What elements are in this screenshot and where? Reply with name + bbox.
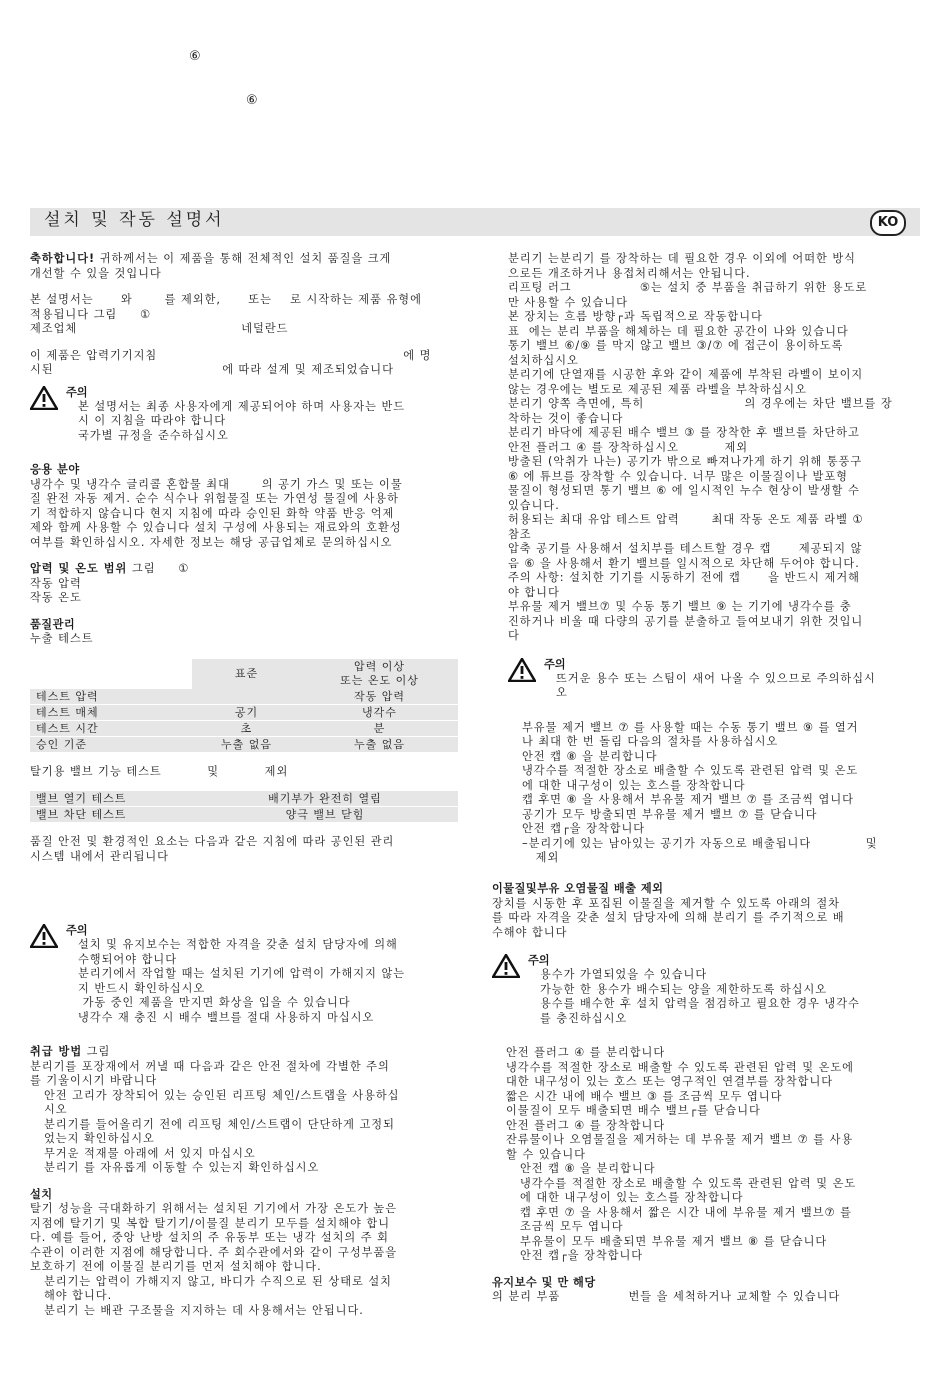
warning-icon <box>30 386 58 410</box>
warning-body: 설치 및 유지보수는 적합한 자격을 갖춘 설치 담당자에 의해 수행되어야 합니다 분리기에서 작업할 때는 설치된 기기에 압력이 가해지지 않는 지 반드시 확인하십시오 가동 중인 제품을 만지면 화상을 입을 수 있습니다 냉각수 재 충진 시 배수 밸브를 절대 사용하지 마십시오 <box>78 938 406 1024</box>
handling-figure-ref: 그림 <box>82 1045 111 1058</box>
drain-section <box>492 882 920 1305</box>
table-cell-label: 테스트 매체 <box>30 704 192 720</box>
left-column <box>30 252 458 1318</box>
table-cell-value: 양극 밸브 닫힘 <box>192 807 458 823</box>
leak-test-table <box>30 659 458 753</box>
warning-box-2 <box>30 924 458 1025</box>
warning-box-1 <box>30 386 458 444</box>
applications-heading: 응용 분야 <box>30 463 80 476</box>
table-row <box>30 791 458 807</box>
qc-heading: 품질관리 <box>30 617 76 631</box>
header-other-line1: 압력 이상 <box>353 659 405 673</box>
scope-paragraph: 본 설명서는 와 를 제외한, 또는 로 시작하는 제품 유형에 적용됩니다 그림 ① 제조업체 네덜란드 <box>30 293 422 335</box>
range-heading-line <box>30 562 458 577</box>
warning-icon <box>508 658 536 682</box>
intro-bold: 축하합니다! <box>30 252 96 265</box>
page-title: 설치 및 작동 설명서 <box>44 210 225 230</box>
drain-body: 장치를 시동한 후 포집된 이물질을 제거할 수 있도록 아래의 절차 를 따라 자격을 갖춘 설치 담당자에 의해 분리기 를 주기적으로 배 수해야 합니다 <box>492 896 845 939</box>
section-header <box>30 208 920 236</box>
handling-heading-line <box>30 1045 458 1060</box>
handling-body: 분리기를 포장재에서 꺼낼 때 다음과 같은 안전 절차에 각별한 주의 를 기울이시기 바랍니다 <box>30 1059 390 1087</box>
language-badge: KO <box>870 210 906 236</box>
handling-heading: 취급 방법 <box>30 1045 83 1058</box>
warning-title: 주의 <box>544 657 566 671</box>
table-cell-other: 작동 압력 <box>301 689 458 705</box>
warning-title: 주의 <box>528 954 550 967</box>
warning-title: 주의 <box>66 385 88 399</box>
warning-body: 용수가 가열되었을 수 있습니다 가능한 한 용수가 배수되는 양을 제한하도록 하십시오 용수를 배수한 후 설치 압력을 점검하고 필요한 경우 냉각수 를 충진하십시오 <box>540 968 860 1025</box>
range-body: 작동 압력 작동 온도 <box>30 576 82 604</box>
right-column <box>508 252 920 866</box>
table-cell-label: 승인 기준 <box>30 736 192 752</box>
qc-subheading: 누출 테스트 <box>30 632 94 645</box>
installation-continued: 분리기 는분리기 를 장착하는 데 필요한 경우 이외에 어떠한 방식 으로든 개조하거나 용접처리해서는 안됩니다. 리프팅 러그 ⑤는 설치 중 부품을 취급하기 위한 용도로 만 사용할 수 있습니다 본 장치는 흐름 방향┌과 독립적으로 작동합니다 표 에는 분리 부품을 해체하는 데 필요한 공간이 나와 있습니다 통기 밸브 ⑥/⑨ 를 막지 않고 밸브 ③/⑦ 에 접근이 용이하도록 설치하십시오 분리기에 단열재를 시공한 후와 같이 제품에 부착된 라벨이 보이지 않는 경우에는 별도로 제공된 제품 라벨을 부착하십시오 분리기 양쪽 측면에, 특히 의 경우에는 차단 밸브를 장 착하는 것이 좋습니다 분리기 바닥에 제공된 배수 밸브 ③ 를 장착한 후 밸브를 차단하고 안전 플러그 ④ 를 장착하십시오 제외 방출된 (악취가 나는) 공기가 밖으로 빠져나가게 하기 위해 통풍구 ⑥ 에 튜브를 장착할 수 있습니다. 너무 많은 이물질이나 발포형 물질이 형성되면 통기 밸브 ⑥ 에 일시적인 누수 현상이 발생할 수 있습니다. 허용되는 최대 유압 테스트 압력 최대 작동 온도 제품 라벨 ① 참조 압축 공기를 사용해서 설치부를 테스트할 경우 캡 제공되지 않 음 ⑥ 을 사용해서 환기 밸브를 일시적으로 차단해 두어야 합니다. 주의 사항: 설치한 기기를 시동하기 전에 캡 을 반드시 제거해 야 합니다 부유물 제거 밸브⑦ 및 수동 통기 밸브 ⑨ 는 기기에 냉각수를 충 진하거나 비울 때 다량의 공기를 분출하고 들여보내기 위한 것입니 다 <box>508 252 893 642</box>
table-header-other <box>301 659 458 689</box>
table-row <box>30 689 458 705</box>
venting-steps: 부유물 제거 밸브 ⑦ 를 사용할 때는 수동 통기 밸브 ⑨ 를 열거 나 최대 한 번 돌림 다음의 절차를 사용하십시오 안전 캡 ⑧ 을 분리합니다 냉각수를 적절한 장소로 배출할 수 있도록 관련된 압력 및 온도 에 대한 내구성이 있는 호스를 장착합니다 캡 후면 ⑧ 을 사용해서 부유물 제거 밸브 ⑦ 를 조금씩 엽니다 공기가 모두 방출되면 부유물 제거 밸브 ⑦ 를 닫습니다 안전 캡┌을 장착합니다 –분리기에 있는 남아있는 공기가 자동으로 배출됩니다 및 제외 <box>522 720 878 864</box>
warning-box-4 <box>492 954 920 1026</box>
warning-icon <box>492 954 520 978</box>
warning-body: 뜨거운 용수 또는 스팀이 새어 나올 수 있으므로 주의하십시 오 <box>556 671 876 699</box>
table-cell-label: 테스트 압력 <box>30 689 192 705</box>
top-mark-1: ⑥ <box>189 49 201 64</box>
warning-body: 본 설명서는 최종 사용자에게 제공되어야 하며 사용자는 반드 시 이 지침을 따라야 합니다 국가별 규정을 준수하십시오 <box>78 399 406 442</box>
vent-test-table <box>30 791 458 823</box>
range-figure-ref: 그림 ① <box>127 562 190 575</box>
table-row <box>30 807 458 823</box>
table-cell-label: 밸브 차단 테스트 <box>30 807 192 823</box>
table-cell-label: 밸브 열기 테스트 <box>30 791 192 807</box>
table-cell-value: 배기부가 완전히 열림 <box>192 791 458 807</box>
top-mark-2: ⑥ <box>246 93 258 108</box>
range-heading: 압력 및 온도 범위 <box>30 562 128 575</box>
table-cell-other: 냉각수 <box>301 704 458 720</box>
intro-paragraph <box>30 252 458 281</box>
table-cell-std: 공기 <box>192 704 301 720</box>
table-row <box>30 736 458 752</box>
header-other-line2: 또는 온도 이상 <box>340 673 419 687</box>
table-cell-std: 초 <box>192 720 301 736</box>
drain-heading: 이물질및부유 오염물질 배출 제외 <box>492 882 664 895</box>
maintenance-body: 의 분리 부품 번들 을 세척하거나 교체할 수 있습니다 <box>492 1290 841 1303</box>
warning-box-3 <box>508 658 920 701</box>
intro-text: 귀하께서는 이 제품을 통해 전체적인 설치 품질을 크게 개선할 수 있을 것입니다 <box>30 252 392 280</box>
vent-test-title: 탈기용 밸브 기능 테스트 및 제외 <box>30 764 289 778</box>
table-corner <box>30 659 192 689</box>
warning-icon <box>30 924 58 948</box>
directive-paragraph: 이 제품은 압력기기지침 에 명 시된 에 따라 설계 및 제조되었습니다 <box>30 348 432 376</box>
drain-steps: 안전 플러그 ④ 를 분리합니다 냉각수를 적절한 장소로 배출할 수 있도록 관련된 압력 및 온도에 대한 내구성이 있는 호스 또는 영구적인 연결부를 장착합니다 짧은 시간 내에 배수 밸브 ③ 를 조금씩 모두 엽니다 이물질이 모두 배출되면 배수 밸브┌를 닫습니다 안전 플러그 ④ 를 장착합니다 잔류물이나 오염물질을 제거하는 데 부유물 제거 밸브 ⑦ 를 사용 할 수 있습니다 <box>506 1046 854 1161</box>
installation-body: 탈기 성능을 극대화하기 위해서는 설치된 기기에서 가장 온도가 높은 지점에 탈기기 및 복합 탈기기/이물질 분리기 모두를 설치해야 합니 다. 예를 들어, 중앙 난방 설치의 주 유동부 또는 냉각 설치의 주 회 수관이 이러한 지점에 해당합니다. 주 회수관에서와 같이 구성부품을 보호하기 전에 이물질 분리기를 먼저 설치해야 합니다. <box>30 1202 398 1273</box>
maintenance-heading: 유지보수 및 만 해당 <box>492 1275 596 1289</box>
installation-heading: 설치 <box>30 1187 53 1201</box>
table-header-standard: 표준 <box>192 659 301 689</box>
installation-list: 분리기는 압력이 가해지지 않고, 바디가 수직으로 된 상태로 설치 해야 합니다. 분리기 는 배관 구조물을 지지하는 데 사용해서는 안됩니다. <box>44 1274 392 1317</box>
table-row <box>30 720 458 736</box>
table-cell-std <box>192 689 301 705</box>
table-cell-other: 누출 없음 <box>301 736 458 752</box>
qms-paragraph: 품질 안전 및 환경적인 요소는 다음과 같은 지침에 따라 공인된 관리 시스템 내에서 관리됩니다 <box>30 835 395 863</box>
table-cell-other: 분 <box>301 720 458 736</box>
table-cell-std: 누출 없음 <box>192 736 301 752</box>
warning-title: 주의 <box>66 924 88 937</box>
table-row <box>30 704 458 720</box>
drain-substeps: 안전 캡 ⑧ 을 분리합니다 냉각수를 적절한 장소로 배출할 수 있도록 관련된 압력 및 온도 에 대한 내구성이 있는 호스를 장착합니다 캡 후면 ⑦ 을 사용해서 짧은 시간 내에 부유물 제거 밸브⑦ 를 조금씩 모두 엽니다 부유물이 모두 배출되면 부유물 제거 밸브 ⑧ 를 닫습니다 안전 캡┌을 장착합니다 <box>520 1162 857 1262</box>
handling-list: 안전 고리가 장착되어 있는 승인된 리프팅 체인/스트랩을 사용하십 시오 분리기를 들어올리기 전에 리프팅 체인/스트랩이 단단하게 고정되 었는지 확인하십시오 무거운 적재물 아래에 서 있지 마십시오 분리기 를 자유롭게 이동할 수 있는지 확인하십시오 <box>44 1088 400 1174</box>
applications-body: 냉각수 및 냉각수 글리콜 혼합물 최대 의 공기 가스 및 또는 이물 질 완전 자동 제거. 순수 식수나 위험물질 또는 가연성 물질에 사용하 기 적합하지 않습니다 현지 지침에 따라 승인된 화학 약품 반응 억제 제와 함께 사용할 수 있습니다 설치 구성에 사용되는 재료와의 호환성 여부를 확인하십시오. 자세한 정보는 해당 공급업체로 문의하십시오 <box>30 477 403 549</box>
table-cell-label: 테스트 시간 <box>30 720 192 736</box>
